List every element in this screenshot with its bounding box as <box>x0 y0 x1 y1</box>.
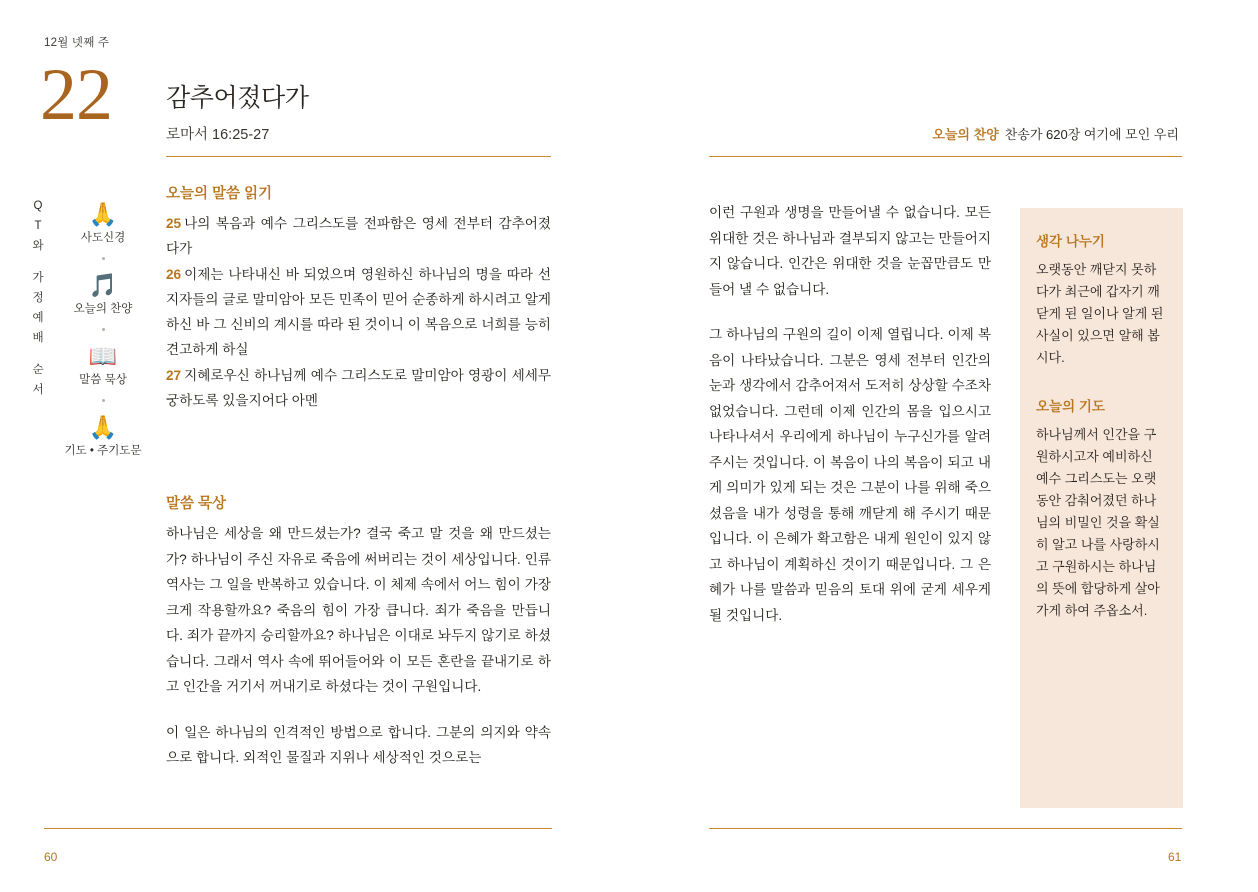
share-thoughts-title: 생각 나누기 <box>1036 234 1105 249</box>
share-thoughts-text: 오랫동안 깨닫지 못하다가 최근에 갑자기 깨닫게 된 일이나 알게 된 사실이 있으면 알해 봅시다. <box>1036 262 1164 365</box>
reflection-box <box>1020 208 1183 808</box>
page-number-left: 60 <box>44 850 58 864</box>
todays-prayer-text: 하나님께서 인간을 구원하시고자 예비하신 예수 그리스도는 오랫동안 감춰어졌던 하나님의 비밀인 것을 확실히 알고 나를 사랑하시고 구원하시는 하나님의 뜻에 합당하게 살아가게 하여 주옵소서. <box>1036 427 1160 618</box>
open-book-icon: 📖 <box>88 343 118 369</box>
vertical-char: 가 <box>32 272 44 284</box>
verse-number: 26 <box>166 267 182 282</box>
continuation-text <box>709 200 991 648</box>
praying-hands-icon: 🙏 <box>88 414 118 440</box>
footer-divider-right <box>709 828 1182 829</box>
list-item-label: 기도 • 주기도문 <box>64 445 142 457</box>
title-block <box>166 78 552 144</box>
vertical-char: 정 <box>32 292 44 304</box>
title-divider <box>166 156 551 157</box>
verse-line <box>166 363 551 413</box>
separator-dot <box>102 257 105 260</box>
verse-text: 지혜로우신 하나님께 예수 그리스도로 말미암아 영광이 세세무궁하도록 있을지어다 아멘 <box>166 368 551 408</box>
list-item-label: 말씀 묵상 <box>79 374 127 386</box>
worship-order-list <box>52 200 154 459</box>
vertical-section-label <box>28 196 48 400</box>
vertical-gap <box>28 348 48 360</box>
section-heading-meditation: 말씀 묵상 <box>166 496 227 512</box>
music-note-icon: 🎵 <box>88 272 118 298</box>
todays-praise-label: 오늘의 찬양 <box>932 127 999 142</box>
verse-line <box>166 211 551 261</box>
verse-text: 나의 복음과 예수 그리스도를 전파함은 영세 전부터 감추어졌다가 <box>166 216 551 256</box>
list-item <box>52 342 154 388</box>
body-paragraph: 이런 구원과 생명을 만들어낼 수 없습니다. 모든 위대한 것은 하나님과 결부되지 않고는 만들어지지 않습니다. 인간은 위대한 것을 눈꼽만큼도 만들어 낼 수 없습니다. <box>709 205 991 297</box>
list-item <box>52 413 154 459</box>
separator-dot <box>102 328 105 331</box>
body-paragraph: 그 하나님의 구원의 길이 이제 열립니다. 이제 복음이 나타났습니다. 그분은 영세 전부터 인간의 눈과 생각에서 감추어져서 도저히 상상할 수조차 없었습니다. 그런데 이제 인간의 몸을 입으시고 나타나셔서 우리에게 하나님이 누구신가를 알려주시는 것입니다. 이 복음이 나의 복음이 되고 내게 의미가 있게 되는 것은 그분이 나를 위해 죽으셨음을 내가 성령을 통해 깨닫게 해 주시기 때문입니다. 이 은혜가 확고함은 내게 원인이 있지 않고 하나님이 계획하신 것이기 때문입니다. 그 은혜가 나를 말씀과 믿음의 토대 위에 굳게 세우게 될 것입니다. <box>709 327 991 623</box>
section-heading-reading: 오늘의 말씀 읽기 <box>166 186 273 202</box>
separator-dot <box>102 399 105 402</box>
verse-text: 이제는 나타내신 바 되었으며 영원하신 하나님의 명을 따라 선지자들의 글로 말미암아 모든 민족이 믿어 순종하게 하시려고 알게 하신 바 그 신비의 계시를 따라 된 것이니 이 복음으로 너희를 능히 견고하게 하실 <box>166 267 551 357</box>
todays-praise-text: 찬송가 620장 여기에 모인 우리 <box>1004 127 1179 142</box>
page-number-right: 61 <box>1168 850 1182 864</box>
scripture-reading-section <box>166 182 551 414</box>
week-label: 12월 넷째 주 <box>44 37 110 49</box>
vertical-char: 서 <box>32 384 44 396</box>
vertical-char: 순 <box>32 364 44 376</box>
praise-divider <box>709 156 1182 157</box>
vertical-char: 와 <box>32 240 44 252</box>
day-number: 22 <box>40 54 112 136</box>
footer-divider-left <box>44 828 552 829</box>
list-item-label: 사도신경 <box>80 232 126 244</box>
vertical-char: 배 <box>32 332 44 344</box>
meditation-section <box>166 492 551 791</box>
vertical-char: T <box>34 220 42 232</box>
verse-number: 27 <box>166 368 182 383</box>
meditation-paragraph: 이 일은 하나님의 인격적인 방법으로 합니다. 그분의 의지와 약속으로 합니다. 외적인 물질과 지위나 세상적인 것으로는 <box>166 724 551 765</box>
verse-line <box>166 262 551 362</box>
list-item-label: 오늘의 찬양 <box>73 303 133 315</box>
page-title: 감추어졌다가 <box>166 84 309 112</box>
vertical-char: 예 <box>32 312 44 324</box>
todays-prayer-title: 오늘의 기도 <box>1036 399 1105 414</box>
meditation-paragraph: 하나님은 세상을 왜 만드셨는가? 결국 죽고 말 것을 왜 만드셨는가? 하나님이 주신 자유로 죽음에 써버리는 것이 세상입니다. 인류역사는 그 일을 반복하고 있습니다. 이 체제 속에서 어느 힘이 가장 크게 작용할까요? 죽음의 힘이 가장 큽니다. 죄가 죽음을 만듭니다. 죄가 끝까지 승리할까요? 하나님은 이대로 놔두지 않기로 하셨습니다. 그래서 역사 속에 뛰어들어와 이 모든 혼란을 끝내기로 하고 인간을 거기서 꺼내기로 하셨다는 것이 구원입니다. <box>166 526 551 694</box>
list-item <box>52 271 154 317</box>
verse-number: 25 <box>166 216 182 231</box>
scripture-reference: 로마서 16:25-27 <box>166 127 270 143</box>
vertical-gap <box>28 256 48 268</box>
todays-praise <box>709 124 1179 143</box>
vertical-char: Q <box>33 200 43 212</box>
praying-hands-icon: 🙏 <box>88 201 118 227</box>
list-item <box>52 200 154 246</box>
